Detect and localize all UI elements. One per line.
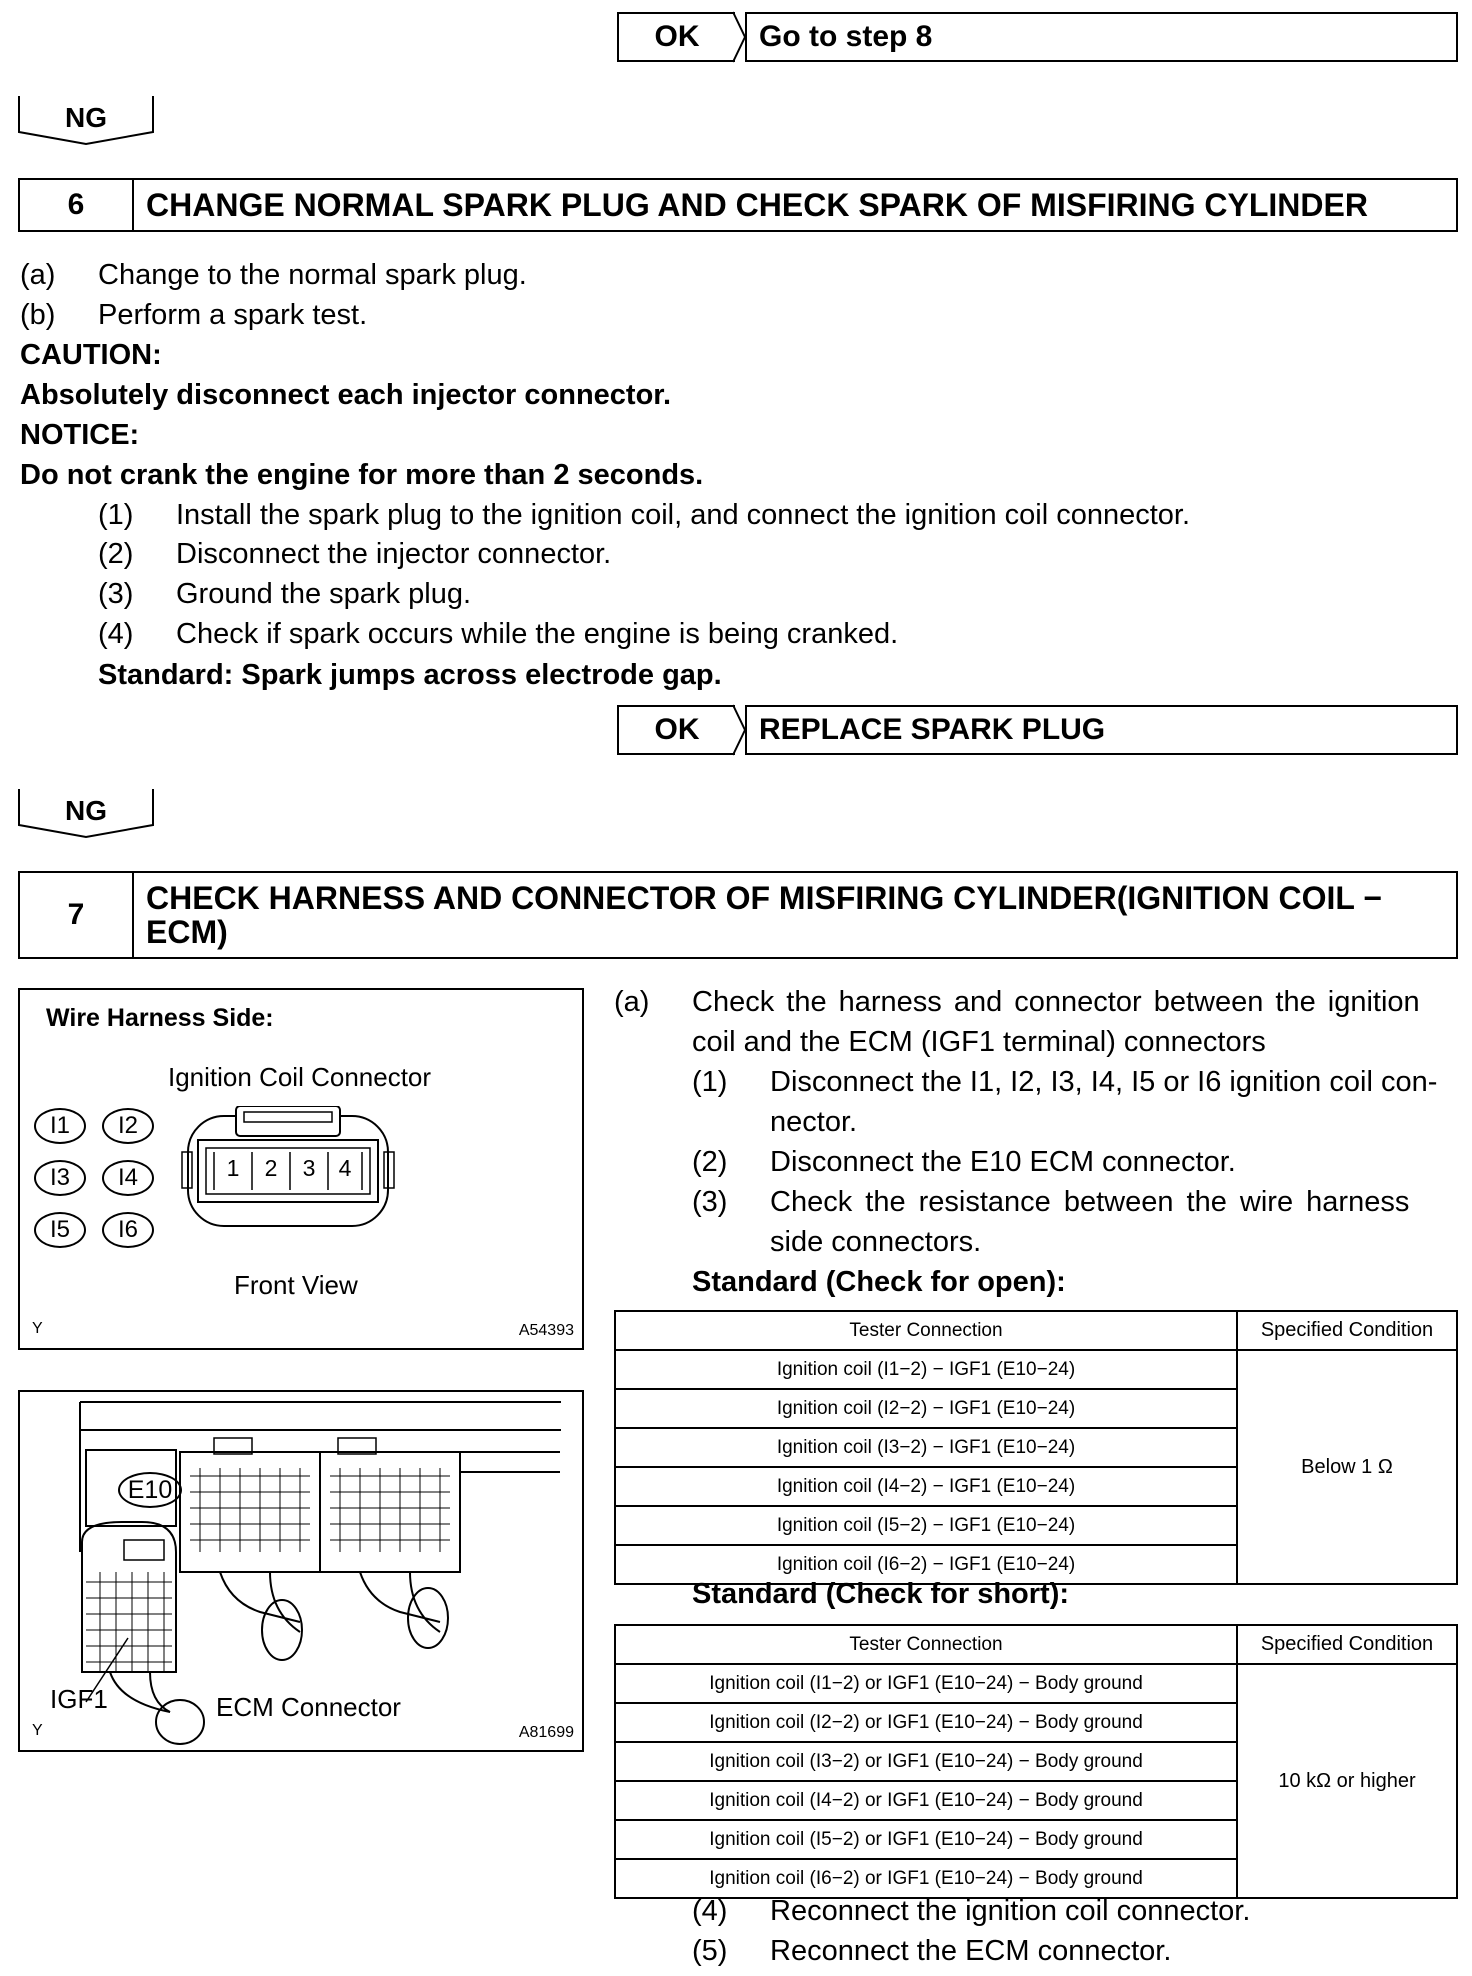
item-b-text: Perform a spark test.: [98, 299, 368, 331]
notice-heading: NOTICE:: [20, 419, 140, 451]
specified-condition-cell: 10 kΩ or higher: [1237, 1664, 1457, 1898]
item-a-label: (a): [20, 259, 56, 291]
tester-connection-cell: Ignition coil (I6−2) − IGF1 (E10−24): [615, 1545, 1237, 1584]
ok-label: OK: [617, 12, 735, 62]
step7-sub4-text: Reconnect the ignition coil connector.: [770, 1895, 1251, 1927]
step7-sub5-text: Reconnect the ECM connector.: [770, 1935, 1172, 1967]
step7-a-label: (a): [614, 986, 650, 1018]
pin-i2: I2: [102, 1108, 154, 1144]
sub-4-text: Check if spark occurs while the engine is being cranked.: [176, 618, 899, 650]
sub-3-text: Ground the spark plug.: [176, 578, 472, 610]
terminal-2: 2: [264, 1155, 278, 1181]
tester-connection-cell: Ignition coil (I4−2) − IGF1 (E10−24): [615, 1467, 1237, 1506]
pin-i6: I6: [102, 1212, 154, 1248]
step7-a-line-2: coil and the ECM (IGF1 terminal) connectors: [692, 1026, 1266, 1058]
header-specified-condition: Specified Condition: [1237, 1625, 1457, 1664]
ok-result-box-2: [617, 705, 1458, 755]
header-tester-connection: Tester Connection: [615, 1311, 1237, 1350]
tester-connection-cell: Ignition coil (I5−2) − IGF1 (E10−24): [615, 1506, 1237, 1545]
open-check-table: [614, 1310, 1458, 1585]
step-7-header: [18, 871, 1458, 959]
tester-connection-cell: Ignition coil (I3−2) − IGF1 (E10−24): [615, 1428, 1237, 1467]
step-6-header: [18, 178, 1458, 232]
pin-i5: I5: [34, 1212, 86, 1248]
terminal-4: 4: [338, 1155, 352, 1181]
ng-marker-2: [18, 789, 158, 846]
terminal-3: 3: [302, 1155, 316, 1181]
step-title: CHANGE NORMAL SPARK PLUG AND CHECK SPARK OF MISFIRING CYLINDER: [146, 187, 1368, 223]
step7-sub2-label: (2): [692, 1146, 728, 1178]
header-tester-connection: Tester Connection: [615, 1625, 1237, 1664]
step7-sub3-label: (3): [692, 1186, 728, 1218]
step7-sub4-label: (4): [692, 1895, 728, 1927]
step7-sub3-line-1: Check the resistance between the wire harness: [770, 1186, 1410, 1218]
step7-a-line-1: Check the harness and connector between the ignition: [692, 986, 1420, 1018]
figure-title: Wire Harness Side:: [46, 1004, 274, 1032]
ecm-connector-figure: [18, 1390, 584, 1752]
ok-label: OK: [617, 705, 735, 755]
tester-connection-cell: Ignition coil (I1−2) − IGF1 (E10−24): [615, 1350, 1237, 1389]
specified-condition-cell: Below 1 Ω: [1237, 1350, 1457, 1584]
step7-sub1-line-2: nector.: [770, 1106, 858, 1138]
pin-i3: I3: [34, 1160, 86, 1196]
step7-sub2-text: Disconnect the E10 ECM connector.: [770, 1146, 1236, 1178]
header-specified-condition: Specified Condition: [1237, 1311, 1457, 1350]
ok-target: Go to step 8: [745, 12, 1458, 62]
ecm-connector-label: ECM Connector: [216, 1692, 401, 1722]
item-b-label: (b): [20, 299, 56, 331]
ng-marker-1: [18, 96, 158, 153]
ok-result-box-1: [617, 12, 1458, 62]
caution-heading: CAUTION:: [20, 339, 162, 371]
standard-open-heading: Standard (Check for open):: [692, 1266, 1066, 1298]
figure-code: A54393: [518, 1322, 574, 1339]
ng-label: NG: [65, 102, 107, 133]
pin-i4: I4: [102, 1160, 154, 1196]
sub-3-label: (3): [98, 578, 134, 610]
sub-2-label: (2): [98, 538, 134, 570]
short-check-table: [614, 1624, 1458, 1899]
sub-1-text: Install the spark plug to the ignition coil, and connect the ignition coil connector.: [176, 499, 1191, 531]
tester-connection-cell: Ignition coil (I5−2) or IGF1 (E10−24) − Body ground: [615, 1820, 1237, 1859]
tester-connection-cell: Ignition coil (I4−2) or IGF1 (E10−24) − Body ground: [615, 1781, 1237, 1820]
step7-sub1-line-1: Disconnect the I1, I2, I3, I4, I5 or I6 ignition coil con-: [770, 1066, 1438, 1098]
caution-text: Absolutely disconnect each injector connector.: [20, 379, 672, 411]
standard-short-heading: Standard (Check for short):: [692, 1578, 1070, 1610]
tester-connection-cell: Ignition coil (I1−2) or IGF1 (E10−24) − Body ground: [615, 1664, 1237, 1703]
figure-corner-mark: Y: [32, 1722, 43, 1739]
tester-connection-cell: Ignition coil (I2−2) − IGF1 (E10−24): [615, 1389, 1237, 1428]
step7-sub1-label: (1): [692, 1066, 728, 1098]
standard-text: Standard: Spark jumps across electrode gap.: [98, 659, 722, 691]
step7-sub3-line-2: side connectors.: [770, 1226, 982, 1258]
step-title-line-2: ECM): [146, 914, 228, 950]
tester-connection-cell: Ignition coil (I3−2) or IGF1 (E10−24) − Body ground: [615, 1742, 1237, 1781]
step-number: 7: [20, 873, 134, 957]
figure-corner-mark: Y: [32, 1320, 43, 1337]
igf1-label: IGF1: [50, 1684, 108, 1714]
step7-sub5-label: (5): [692, 1935, 728, 1967]
connector-label: Ignition Coil Connector: [168, 1062, 432, 1092]
front-view-label: Front View: [234, 1270, 358, 1300]
step-title-line-1: CHECK HARNESS AND CONNECTOR OF MISFIRING CYLINDER(IGNITION COIL −: [146, 880, 1382, 916]
table-header-row: [615, 1311, 1457, 1350]
sub-4-label: (4): [98, 618, 134, 650]
table-row: [615, 1350, 1457, 1389]
ng-label: NG: [65, 795, 107, 826]
sub-2-text: Disconnect the injector connector.: [176, 538, 612, 570]
sub-1-label: (1): [98, 499, 134, 531]
terminal-1: 1: [226, 1155, 240, 1181]
tester-connection-cell: Ignition coil (I6−2) or IGF1 (E10−24) − Body ground: [615, 1859, 1237, 1898]
tester-connection-cell: Ignition coil (I2−2) or IGF1 (E10−24) − Body ground: [615, 1703, 1237, 1742]
item-a-text: Change to the normal spark plug.: [98, 259, 527, 291]
notice-text: Do not crank the engine for more than 2 seconds.: [20, 459, 704, 491]
pin-i1: I1: [34, 1108, 86, 1144]
figure-code: A81699: [518, 1724, 574, 1741]
ignition-coil-connector-figure: [18, 988, 584, 1350]
table-row: [615, 1664, 1457, 1703]
e10-label: E10: [118, 1472, 182, 1508]
step-number: 6: [20, 180, 134, 230]
ok-target: REPLACE SPARK PLUG: [745, 705, 1458, 755]
table-header-row: [615, 1625, 1457, 1664]
